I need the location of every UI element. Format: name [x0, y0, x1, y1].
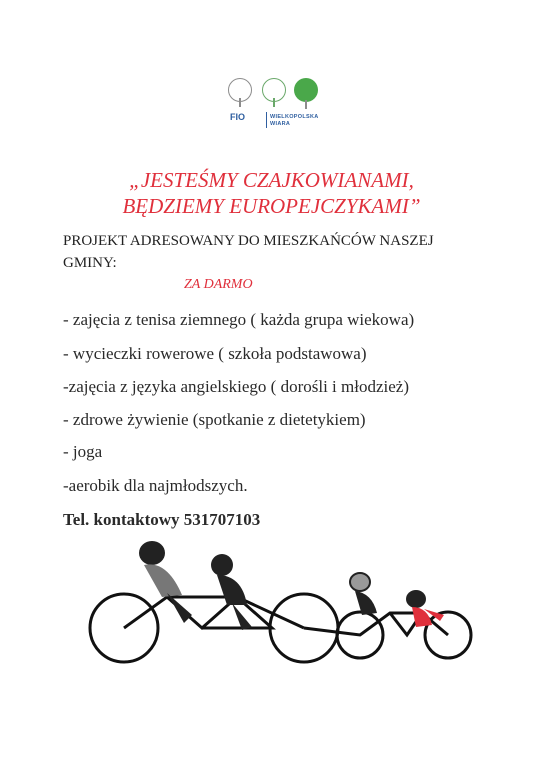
- project-subtitle: PROJEKT ADRESOWANY DO MIESZKAŃCÓW NASZEJ GMINY:: [63, 233, 434, 271]
- title-line-2: BĘDZIEMY EUROPEJCZYKAMI”: [122, 194, 421, 218]
- list-item: - zdrowe żywienie (spotkanie z dietetykiem): [63, 410, 366, 429]
- rider-head-icon: [139, 541, 165, 565]
- wielkopolska-wiara-logo: WIELKOPOLSKA WIARA: [270, 114, 319, 127]
- child-helmet-icon: [406, 590, 426, 608]
- contact-phone: Tel. kontaktowy 531707103: [63, 510, 261, 529]
- list-item: -zajęcia z języka angielskiego ( dorośli i młodzież): [63, 377, 409, 396]
- free-label: ZA DARMO: [184, 277, 253, 292]
- partner-logos: [224, 74, 328, 132]
- list-item: - wycieczki rowerowe ( szkoła podstawowa): [63, 344, 367, 363]
- list-item: - joga: [63, 442, 103, 461]
- list-item: -aerobik dla najmłodszych.: [63, 476, 248, 495]
- rider-head-icon: [211, 554, 233, 576]
- fio-wielkopolska-logo: [230, 112, 328, 132]
- logo-tree-icons: [224, 74, 328, 108]
- tree-filled-icon: [294, 78, 318, 102]
- family-tandem-bicycle-illustration: [72, 535, 482, 665]
- fio-logo: FIO: [230, 112, 245, 122]
- list-item: - zajęcia z tenisa ziemnego ( każda grupa wiekowa): [63, 310, 415, 329]
- child-helmet-icon: [350, 573, 370, 591]
- title-line-1: „JESTEŚMY CZAJKOWIANAMI,: [129, 168, 414, 192]
